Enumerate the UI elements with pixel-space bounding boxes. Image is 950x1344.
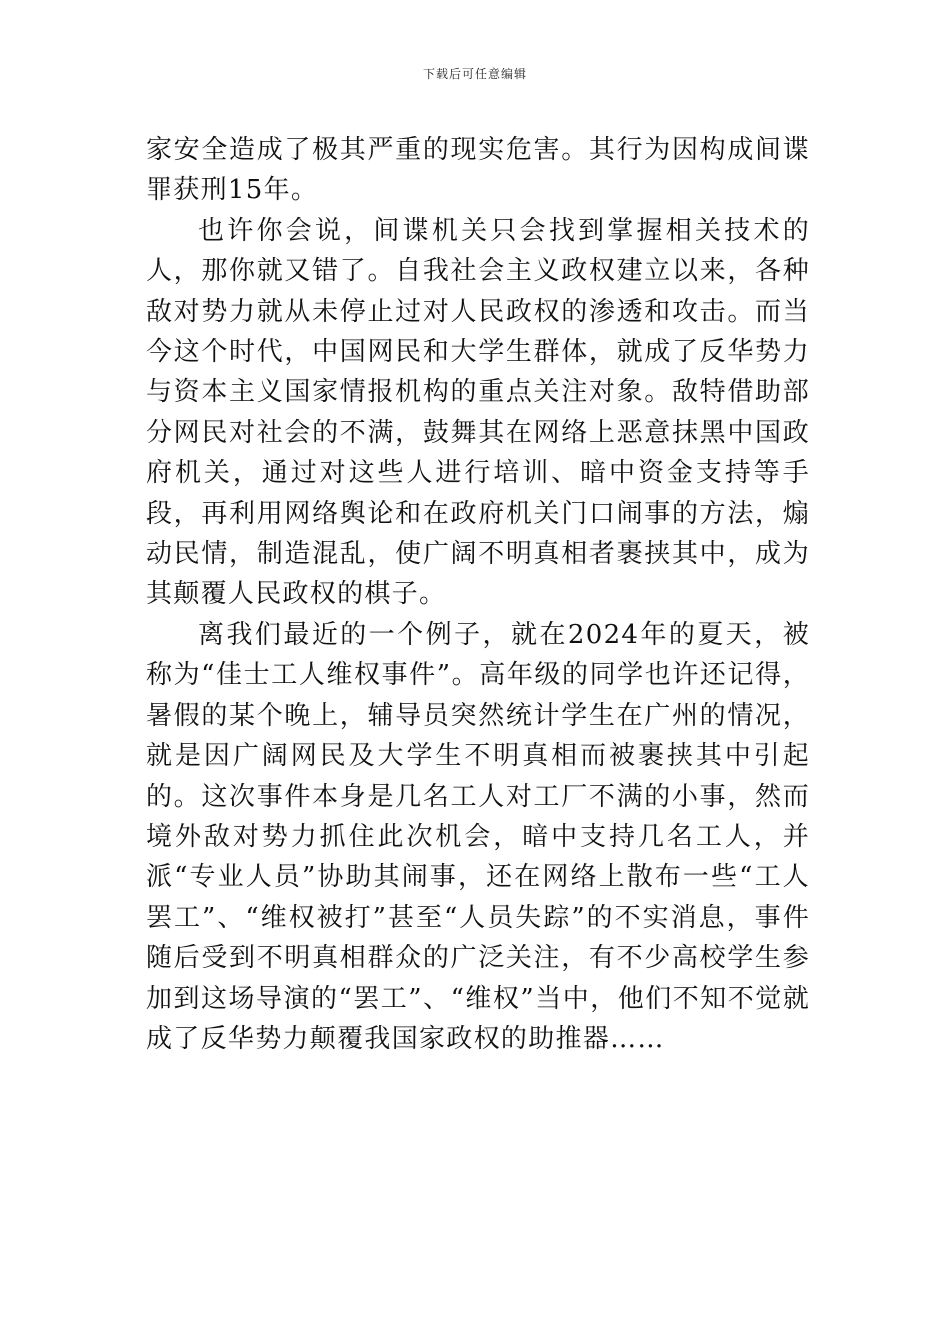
header-note: 下载后可任意编辑 [422,67,527,81]
paragraph-espionage-targets: 也许你会说，间谍机关只会找到掌握相关技术的人，那你就又错了。自我社会主义政权建立以来，各种敌对势力就从未停止过对人民政权的渗透和攻击。而当今这个时代，中国网民和大学生群体，就成了反华势力与资本主义国家情报机构的重点关注对象。敌特借助部分网民对社会的不满，鼓舞其在网络上恶意抹黑中国政府机关，通过对这些人进行培训、暗中资金支持等手段，再利用网络舆论和在政府机关门口闹事的方法，煽动民情，制造混乱，使广阔不明真相者裹挟其中，成为其颠覆人民政权的棋子。 [146,215,810,610]
paragraph-continuation: 家安全造成了极其严重的现实危害。其行为因构成间谍罪获刑15年。 [146,135,810,206]
paragraph-jasic-incident: 离我们最近的一个例子，就在2024年的夏天，被称为“佳士工人维权事件”。高年级的同学也许还记得，暑假的某个晚上，辅导员突然统计学生在广州的情况，就是因广阔网民及大学生不明真相而被裹挟其中引起的。这次事件本身是几名工人对工厂不满的小事，然而境外敌对势力抓住此次机会，暗中支持几名工人，并派“专业人员”协助其闹事，还在网络上散布一些“工人罢工”、“维权被打”甚至“人员失踪”的不实消息，事件随后受到不明真相群众的广泛关注，有不少高校学生参加到这场导演的“罢工”、“维权”当中，他们不知不觉就成了反华势力颠覆我国家政权的助推器…… [146,619,810,1054]
body-text [146,130,810,1059]
